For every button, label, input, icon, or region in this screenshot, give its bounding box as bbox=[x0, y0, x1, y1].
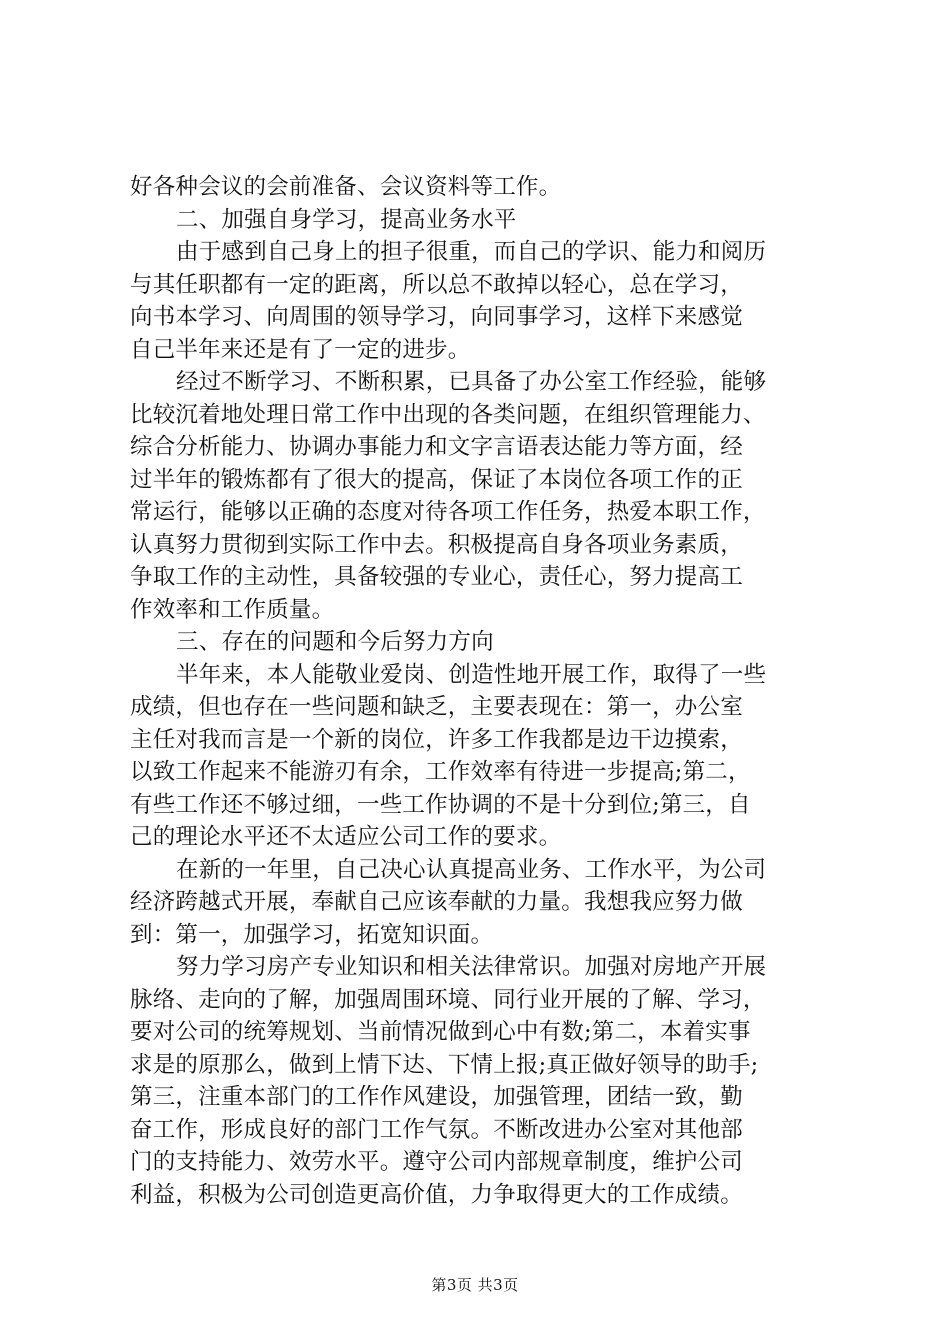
text-line: 利益，积极为公司创造更高价值，力争取得更大的工作成绩。 bbox=[130, 1181, 743, 1208]
text-line: 争取工作的主动性，具备较强的专业心，责任心，努力提高工 bbox=[130, 564, 743, 590]
text-line: 综合分析能力、协调办事能力和文字言语表达能力等方面，经 bbox=[130, 434, 743, 460]
text-line: 己的理论水平还不太适应公司工作的要求。 bbox=[130, 824, 562, 850]
text-line: 到：第一，加强学习，拓宽知识面。 bbox=[130, 921, 494, 948]
page-footer bbox=[0, 1274, 950, 1295]
text-line: 第三，注重本部门的工作作风建设，加强管理，团结一致，勤 bbox=[130, 1084, 743, 1110]
text-line: 门的支持能力、效劳水平。遵守公司内部规章制度，维护公司 bbox=[130, 1149, 743, 1175]
text-line: 经过不断学习、不断积累，已具备了办公室工作经验，能够 bbox=[176, 369, 767, 395]
text-line: 由于感到自己身上的担子很重，而自己的学识、能力和阅历 bbox=[176, 239, 767, 265]
text-line: 求是的原那么，做到上情下达、下情上报;真正做好领导的助手; bbox=[130, 1051, 759, 1078]
text-line: 奋工作，形成良好的部门工作气氛。不断改进办公室对其他部 bbox=[130, 1116, 743, 1143]
text-line: 过半年的锻炼都有了很大的提高，保证了本岗位各项工作的正 bbox=[130, 466, 743, 493]
text-line: 认真努力贯彻到实际工作中去。积极提高自身各项业务素质， bbox=[130, 531, 743, 558]
text-line: 自己半年来还是有了一定的进步。 bbox=[130, 336, 471, 363]
text-line: 半年来，本人能敬业爱岗、创造性地开展工作，取得了一些 bbox=[176, 661, 767, 688]
text-line: 努力学习房产专业知识和相关法律常识。加强对房地产开展 bbox=[176, 954, 767, 980]
text-line: 作效率和工作质量。 bbox=[130, 596, 335, 623]
text-line: 好各种会议的会前准备、会议资料等工作。 bbox=[130, 174, 562, 200]
text-line: 经济跨越式开展，奉献自己应该奉献的力量。我想我应努力做 bbox=[130, 889, 743, 915]
text-line: 有些工作还不够过细，一些工作协调的不是十分到位;第三，自 bbox=[130, 791, 751, 818]
text-line: 三、存在的问题和今后努力方向 bbox=[176, 629, 494, 655]
page-number: 第3页 共3页 bbox=[431, 1276, 519, 1294]
text-line: 要对公司的统筹规划、当前情况做到心中有数;第二，本着实事 bbox=[130, 1019, 751, 1045]
text-line: 主任对我而言是一个新的岗位，许多工作我都是边干边摸索， bbox=[130, 726, 743, 753]
text-line: 成绩，但也存在一些问题和缺乏，主要表现在：第一，办公室 bbox=[130, 694, 743, 720]
text-line: 常运行，能够以正确的态度对待各项工作任务，热爱本职工作， bbox=[130, 499, 766, 525]
text-line: 二、加强自身学习，提高业务水平 bbox=[176, 206, 517, 233]
document-body bbox=[130, 171, 830, 1211]
text-line: 脉络、走向的了解，加强周围环境、同行业开展的了解、学习， bbox=[130, 986, 766, 1013]
text-line: 比较沉着地处理日常工作中出现的各类问题，在组织管理能力、 bbox=[130, 401, 766, 428]
text-line: 向书本学习、向周围的领导学习，向同事学习，这样下来感觉 bbox=[130, 304, 743, 330]
text-line: 以致工作起来不能游刃有余，工作效率有待进一步提高;第二， bbox=[130, 759, 751, 785]
text-line: 在新的一年里，自己决心认真提高业务、工作水平，为公司 bbox=[176, 856, 767, 883]
text-line: 与其任职都有一定的距离，所以总不敢掉以轻心，总在学习， bbox=[130, 271, 743, 298]
